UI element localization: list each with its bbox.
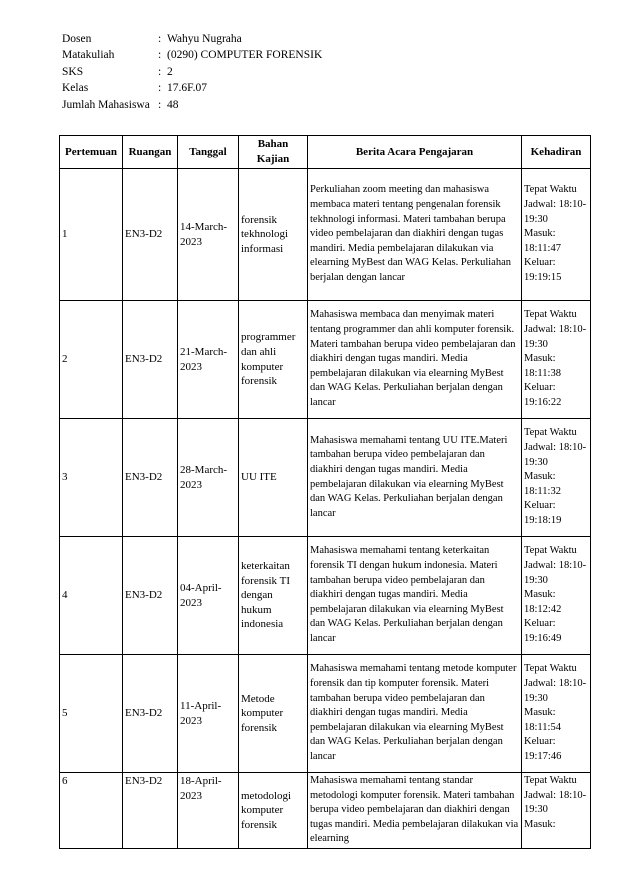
kehadiran-status: Tepat Waktu <box>524 427 577 439</box>
info-row-matakuliah <box>62 47 322 63</box>
cell-tanggal: 04-April-2023 <box>178 537 239 655</box>
info-value: Wahyu Nugraha <box>167 33 242 45</box>
info-value: 17.6F.07 <box>167 82 207 95</box>
info-row-jumlah-mahasiswa <box>62 97 322 113</box>
cell-ruangan: EN3-D2 <box>123 301 178 419</box>
cell-pertemuan: 5 <box>60 655 123 773</box>
kehadiran-status: Tepat Waktu <box>524 545 577 557</box>
cell-bahan-kajian: forensik tekhnologi informasi <box>239 169 308 301</box>
cell-berita-acara: Perkuliahan zoom meeting dan mahasiswa membaca materi tentang pengenalan forensik tekhnologi informasi. Materi tambahan berupa video pembelajaran dan diakhiri dengan tugas mandiri. Media pembelajaran dilakukan via elearning MyBest dan WAG Kelas. Perkuliahan berjalan dengan lancar <box>308 169 522 301</box>
info-sep: : <box>158 65 162 78</box>
cell-ruangan: EN3-D2 <box>123 419 178 537</box>
info-key: Matakuliah <box>62 49 115 62</box>
cell-kehadiran <box>522 301 591 419</box>
kehadiran-masuk: Masuk: <box>524 818 556 830</box>
info-sep: : <box>158 98 162 111</box>
kehadiran-keluar: Keluar: 19:19:15 <box>524 257 562 283</box>
cell-ruangan: EN3-D2 <box>123 655 178 773</box>
info-value: 2 <box>167 65 173 78</box>
info-row-kelas <box>62 80 322 96</box>
cell-bahan-kajian: UU ITE <box>239 419 308 537</box>
table-row <box>60 537 591 655</box>
header-pertemuan: Pertemuan <box>60 136 123 169</box>
cell-tanggal: 11-April-2023 <box>178 655 239 773</box>
header-kehadiran: Kehadiran <box>522 136 591 169</box>
table-header-row <box>60 136 591 169</box>
kehadiran-jadwal: Jadwal: 18:10-19:30 <box>524 324 587 350</box>
kehadiran-keluar: Keluar: 19:16:49 <box>524 618 562 644</box>
table-row <box>60 169 591 301</box>
cell-kehadiran <box>522 419 591 537</box>
info-sep: : <box>158 33 162 45</box>
cell-kehadiran <box>522 773 591 849</box>
cell-berita-acara: Mahasiswa memahami tentang UU ITE.Materi tambahan berupa video pembelajaran dan diakhiri dengan tugas mandiri. Media pembelajaran dilakukan via elearning MyBest dan WAG Kelas. Perkuliahan berjalan dengan lancar <box>308 419 522 537</box>
cell-tanggal: 21-March-2023 <box>178 301 239 419</box>
info-sep: : <box>158 49 162 62</box>
table-row <box>60 419 591 537</box>
kehadiran-masuk: Masuk: 18:11:47 <box>524 228 561 254</box>
header-bahan-kajian: Bahan Kajian <box>239 136 308 169</box>
info-key: Kelas <box>62 82 89 95</box>
cell-bahan-kajian: Metode komputer forensik <box>239 655 308 773</box>
cell-bahan-kajian: keterkaitan forensik TI dengan hukum indonesia <box>239 537 308 655</box>
header-berita-acara: Berita Acara Pengajaran <box>308 136 522 169</box>
kehadiran-jadwal: Jadwal: 18:10-19:30 <box>524 560 587 586</box>
kehadiran-status: Tepat Waktu <box>524 184 577 196</box>
cell-tanggal: 28-March-2023 <box>178 419 239 537</box>
info-value: 48 <box>167 98 179 111</box>
table-row <box>60 301 591 419</box>
cell-pertemuan: 2 <box>60 301 123 419</box>
cell-pertemuan: 3 <box>60 419 123 537</box>
cell-kehadiran <box>522 537 591 655</box>
cell-pertemuan: 4 <box>60 537 123 655</box>
kehadiran-status: Tepat Waktu <box>524 663 577 675</box>
kehadiran-keluar: Keluar: 19:17:46 <box>524 736 562 762</box>
kehadiran-jadwal: Jadwal: 18:10-19:30 <box>524 678 587 704</box>
kehadiran-masuk: Masuk: 18:12:42 <box>524 589 562 615</box>
cell-berita-acara: Mahasiswa memahami tentang metode komputer forensik dan tip komputer forensik. Materi tambahan berupa video pembelajaran dan diakhiri dengan tugas mandiri. Media pembelajaran dilakukan via elearning MyBest dan WAG Kelas. Perkuliahan berjalan dengan lancar <box>308 655 522 773</box>
table-row <box>60 655 591 773</box>
cell-berita-acara: Mahasiswa membaca dan menyimak materi tentang programmer dan ahli komputer forensik. Materi tambahan berupa video pembelajaran dan diakhiri dengan tugas mandiri. Media pembelajaran dilakukan via elearning MyBest dan WAG Kelas. Perkuliahan berjalan dengan lancar <box>308 301 522 419</box>
cell-pertemuan: 1 <box>60 169 123 301</box>
kehadiran-masuk: Masuk: 18:11:38 <box>524 353 561 379</box>
kehadiran-jadwal: Jadwal: 18:10-19:30 <box>524 199 587 225</box>
info-key: Jumlah Mahasiswa <box>62 98 150 111</box>
cell-tanggal: 14-March-2023 <box>178 169 239 301</box>
cell-bahan-kajian: programmer dan ahli komputer forensik <box>239 301 308 419</box>
cell-berita-acara: Mahasiswa memahami tentang keterkaitan forensik TI dengan hukum indonesia. Materi tambahan berupa video pembelajaran dan diakhiri dengan tugas mandiri. Media pembelajaran dilakukan via elearning MyBest dan WAG Kelas. Perkuliahan berjalan dengan lancar <box>308 537 522 655</box>
kehadiran-jadwal: Jadwal: 18:10-19:30 <box>524 442 587 468</box>
info-sep: : <box>158 82 162 95</box>
header-tanggal: Tanggal <box>178 136 239 169</box>
info-key: Dosen <box>62 33 92 45</box>
info-key: SKS <box>62 65 84 78</box>
kehadiran-jadwal: Jadwal: 18:10-19:30 <box>524 789 587 816</box>
cell-kehadiran <box>522 655 591 773</box>
kehadiran-status: Tepat Waktu <box>524 775 577 786</box>
attendance-table <box>59 135 591 849</box>
info-value: (0290) COMPUTER FORENSIK <box>167 49 323 62</box>
kehadiran-masuk: Masuk: 18:11:32 <box>524 471 561 497</box>
kehadiran-masuk: Masuk: 18:11:54 <box>524 707 561 733</box>
cell-berita-acara: Mahasiswa memahami tentang standar metodologi komputer forensik. Materi tambahan berupa video pembelajaran dan diakhiri dengan tugas mandiri. Media pembelajaran dilakukan via elearning <box>308 773 522 849</box>
cell-pertemuan: 6 <box>60 773 123 849</box>
info-row-dosen <box>62 31 322 47</box>
table-row <box>60 773 591 849</box>
header-ruangan: Ruangan <box>123 136 178 169</box>
kehadiran-keluar: Keluar: 19:16:22 <box>524 382 562 408</box>
cell-kehadiran <box>522 169 591 301</box>
cell-tanggal: 18-April-2023 <box>178 773 239 849</box>
cell-ruangan: EN3-D2 <box>123 169 178 301</box>
cell-bahan-kajian: metodologi komputer forensik <box>239 773 308 849</box>
cell-ruangan: EN3-D2 <box>123 773 178 849</box>
kehadiran-status: Tepat Waktu <box>524 309 577 321</box>
course-info <box>62 31 322 113</box>
kehadiran-keluar: Keluar: 19:18:19 <box>524 500 562 526</box>
cell-ruangan: EN3-D2 <box>123 537 178 655</box>
info-row-sks <box>62 64 322 80</box>
